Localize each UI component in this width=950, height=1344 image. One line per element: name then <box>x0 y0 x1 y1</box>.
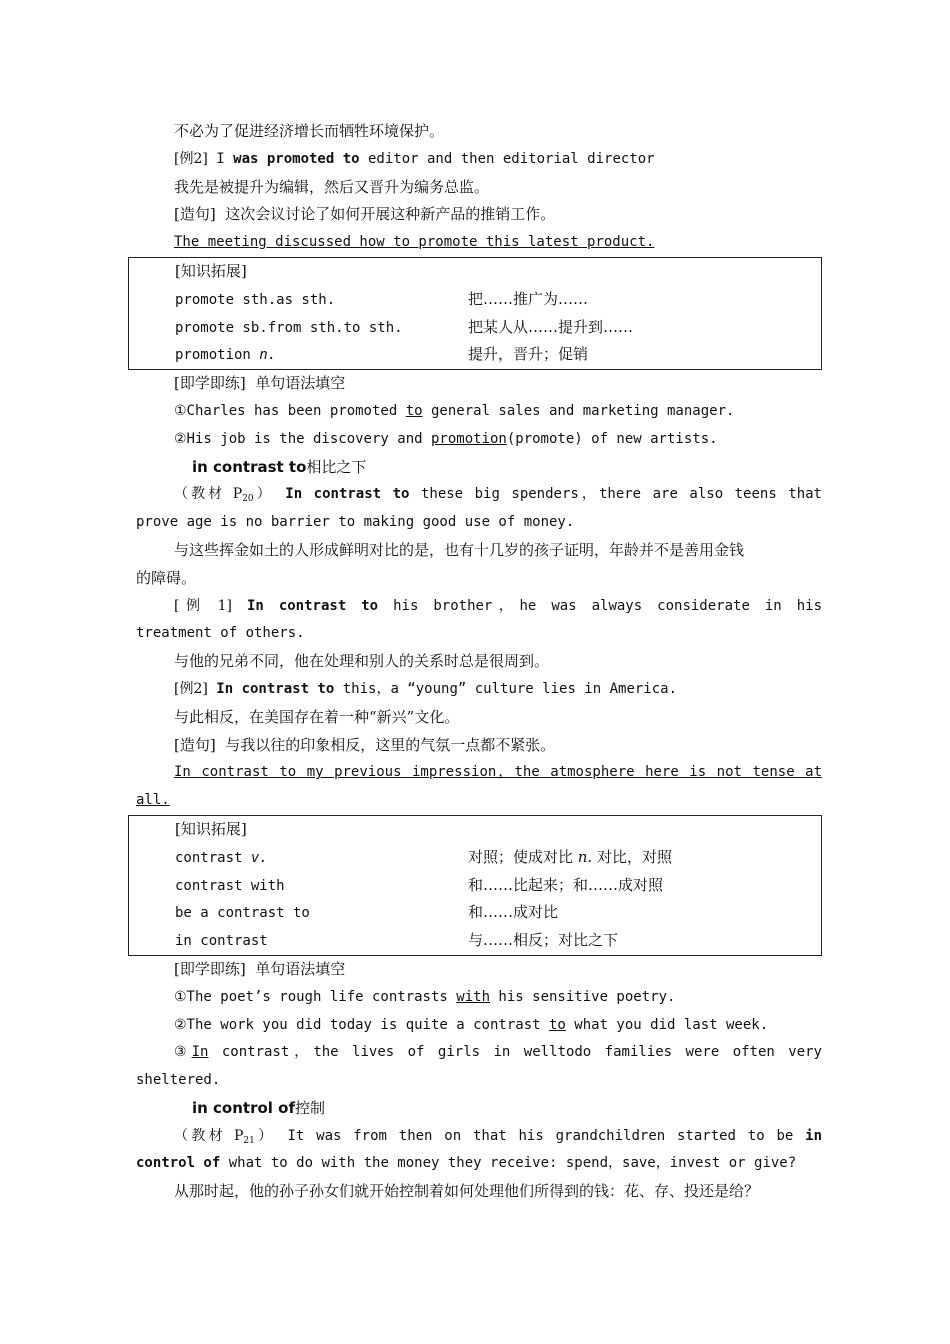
phrase-en: promote sth.as sth. <box>175 291 336 308</box>
answer-blank: with <box>456 988 490 1005</box>
question-text: (promote) of new artists. <box>506 430 718 447</box>
textbook-sentence <box>136 481 822 509</box>
textbook-ref-close: ） <box>254 1127 276 1144</box>
practice-question-1 <box>136 398 822 426</box>
phrase-cn-text: 对照；使成对比 <box>468 847 578 866</box>
question-text: ①The poet’s rough life contrasts <box>174 988 457 1005</box>
key-phrase: In contrast to <box>285 486 410 503</box>
sentence-making-answer <box>136 759 822 787</box>
sentence-making <box>136 732 822 760</box>
answer-text: all. <box>136 792 170 809</box>
textbook-ref <box>174 1128 276 1144</box>
practice-header <box>136 956 822 984</box>
example-1-line2: treatment of others. <box>136 625 305 642</box>
phrase-cn-text: 对比，对照 <box>592 847 672 866</box>
knowledge-row <box>129 844 821 872</box>
practice-question-3-line2: sheltered. <box>136 1072 221 1089</box>
question-text: ③ <box>174 1044 192 1061</box>
phrase-en-text: promotion <box>175 347 260 364</box>
practice-question-2 <box>136 1012 822 1040</box>
answer-blank: to <box>405 402 423 419</box>
key-phrase: control of <box>136 1155 221 1172</box>
key-phrase: In contrast to <box>246 597 379 614</box>
example-2 <box>136 146 822 174</box>
practice-question-3 <box>136 1039 822 1067</box>
textbook-translation: 从那时起，他的孙子孙女们就开始控制着如何处理他们所得到的钱：花、存、投还是给？ <box>174 1182 760 1201</box>
question-text: what you did last week. <box>565 1016 769 1033</box>
knowledge-box-title: [知识拓展] <box>175 261 247 280</box>
example-1 <box>136 593 822 621</box>
knowledge-row <box>129 286 821 314</box>
practice-tag: [即学即练] <box>174 959 246 978</box>
phrase-heading-cn: 相比之下 <box>306 457 367 476</box>
knowledge-row <box>129 314 821 342</box>
phrase-cn <box>468 844 672 872</box>
practice-title: 单句语法填空 <box>255 959 346 978</box>
phrase-heading <box>136 454 822 482</box>
example-2-translation: 与此相反，在美国存在着一种“新兴”文化。 <box>174 707 460 726</box>
textbook-ref-text: （教材 P <box>174 1127 244 1144</box>
question-text: ②The work you did today is quite a contrast <box>174 1016 549 1033</box>
phrase-en: contrast with <box>175 877 285 894</box>
knowledge-row <box>129 899 821 927</box>
phrase-en: promote sb.from sth.to sth. <box>175 319 403 336</box>
question-text: his sensitive poetry. <box>490 988 676 1005</box>
example-2 <box>136 676 822 704</box>
textbook-ref <box>174 486 274 505</box>
question-text: contrast，the lives of girls in welltodo families were often very <box>208 1044 822 1061</box>
phrase-en <box>175 347 276 363</box>
part-of-speech: n. <box>259 347 277 364</box>
sentence-making <box>136 201 822 229</box>
part-of-speech: n. <box>577 847 593 866</box>
knowledge-box-contrast <box>128 815 822 956</box>
textbook-sentence-line2 <box>136 1150 822 1178</box>
phrase-heading-cn: 控制 <box>295 1098 326 1117</box>
sentence-making-tag: [造句] <box>174 205 216 224</box>
phrase-cn: 把……推广为…… <box>468 289 589 308</box>
example-tag: [例 1] <box>174 597 232 614</box>
answer-blank: promotion <box>430 430 507 447</box>
practice-question-1 <box>136 984 822 1012</box>
key-phrase: In contrast to <box>216 680 335 697</box>
question-text: general sales and marketing manager. <box>422 402 735 419</box>
sentence-text: these big spenders，there are also teens that <box>409 486 822 503</box>
practice-title: 单句语法填空 <box>255 374 346 393</box>
page-number: 20 <box>242 494 254 505</box>
sentence-making-prompt: 与我以往的印象相反，这里的气氛一点都不紧张。 <box>225 735 556 754</box>
textbook-translation-2: 的障碍。 <box>136 568 197 587</box>
phrase-cn: 与……相反；对比之下 <box>468 931 619 950</box>
sentence-making-prompt: 这次会议讨论了如何开展这种新产品的推销工作。 <box>225 205 556 224</box>
practice-tag: [即学即练] <box>174 374 246 393</box>
sentence-cn: 不必为了促进经济增长而牺牲环境保护。 <box>174 122 445 140</box>
sentence-making-tag: [造句] <box>174 735 216 754</box>
answer-text: In contrast to my previous impression，the atmosphere here is not tense at <box>174 764 822 781</box>
knowledge-box-promote <box>128 257 822 370</box>
sentence-text: It was from then on that his grandchildren started to be <box>275 1127 806 1144</box>
textbook-ref-close: ） <box>253 486 274 503</box>
answer-blank: In <box>191 1044 209 1061</box>
page-number: 21 <box>243 1135 255 1146</box>
knowledge-row <box>129 927 821 955</box>
sentence-text: this，a “young” culture lies in America. <box>334 680 678 697</box>
example-2-translation: 我先是被提升为编辑，然后又晋升为编务总监。 <box>174 177 490 196</box>
example-text-post: editor and then editorial director <box>359 150 655 167</box>
knowledge-row <box>129 872 821 900</box>
phrase-heading-en: in contrast to <box>192 457 307 476</box>
sentence-text: his brother，he was always considerate in his <box>378 597 822 614</box>
sentence-text: what to do with the money they receive: spend，save，invest or give? <box>220 1155 797 1172</box>
phrase-en-text: contrast <box>175 849 251 866</box>
phrase-en: in contrast <box>175 933 268 950</box>
question-text: ②His job is the discovery and <box>174 430 431 447</box>
example-tag: [例2] <box>174 150 208 167</box>
phrase-en: be a contrast to <box>175 905 310 922</box>
sentence-making-answer <box>136 229 822 257</box>
document-page <box>136 118 822 1206</box>
phrase-heading <box>136 1095 822 1123</box>
key-phrase: was promoted to <box>233 150 360 167</box>
knowledge-row <box>129 341 821 369</box>
phrase-cn: 和……比起来；和……成对照 <box>468 875 664 894</box>
textbook-sentence-line2: prove age is no barrier to making good use of money. <box>136 514 575 531</box>
textbook-ref-text: （教材 P <box>174 486 243 503</box>
key-phrase: in <box>805 1127 823 1144</box>
sentence-making-answer-line2 <box>136 787 822 815</box>
knowledge-box-title: [知识拓展] <box>175 819 247 838</box>
phrase-cn: 提升，晋升；促销 <box>468 345 589 364</box>
answer-text: The meeting discussed how to promote this latest product. <box>174 234 655 251</box>
part-of-speech: v. <box>250 849 268 866</box>
example-1-translation: 与他的兄弟不同，他在处理和别人的关系时总是很周到。 <box>174 652 550 671</box>
practice-header <box>136 370 822 398</box>
practice-question-2 <box>136 426 822 454</box>
phrase-en <box>175 850 268 866</box>
textbook-sentence <box>136 1123 822 1151</box>
phrase-cn: 把某人从……提升到…… <box>468 317 634 336</box>
question-text: ①Charles has been promoted <box>174 402 406 419</box>
textbook-translation-1: 与这些挥金如土的人形成鲜明对比的是，也有十几岁的孩子证明，年龄并不是善用金钱 <box>174 540 745 559</box>
phrase-cn: 和……成对比 <box>468 903 559 922</box>
example-tag: [例2] <box>174 680 208 697</box>
example-text-pre: I <box>216 150 234 167</box>
phrase-heading-en: in control of <box>192 1098 295 1117</box>
answer-blank: to <box>549 1016 566 1033</box>
